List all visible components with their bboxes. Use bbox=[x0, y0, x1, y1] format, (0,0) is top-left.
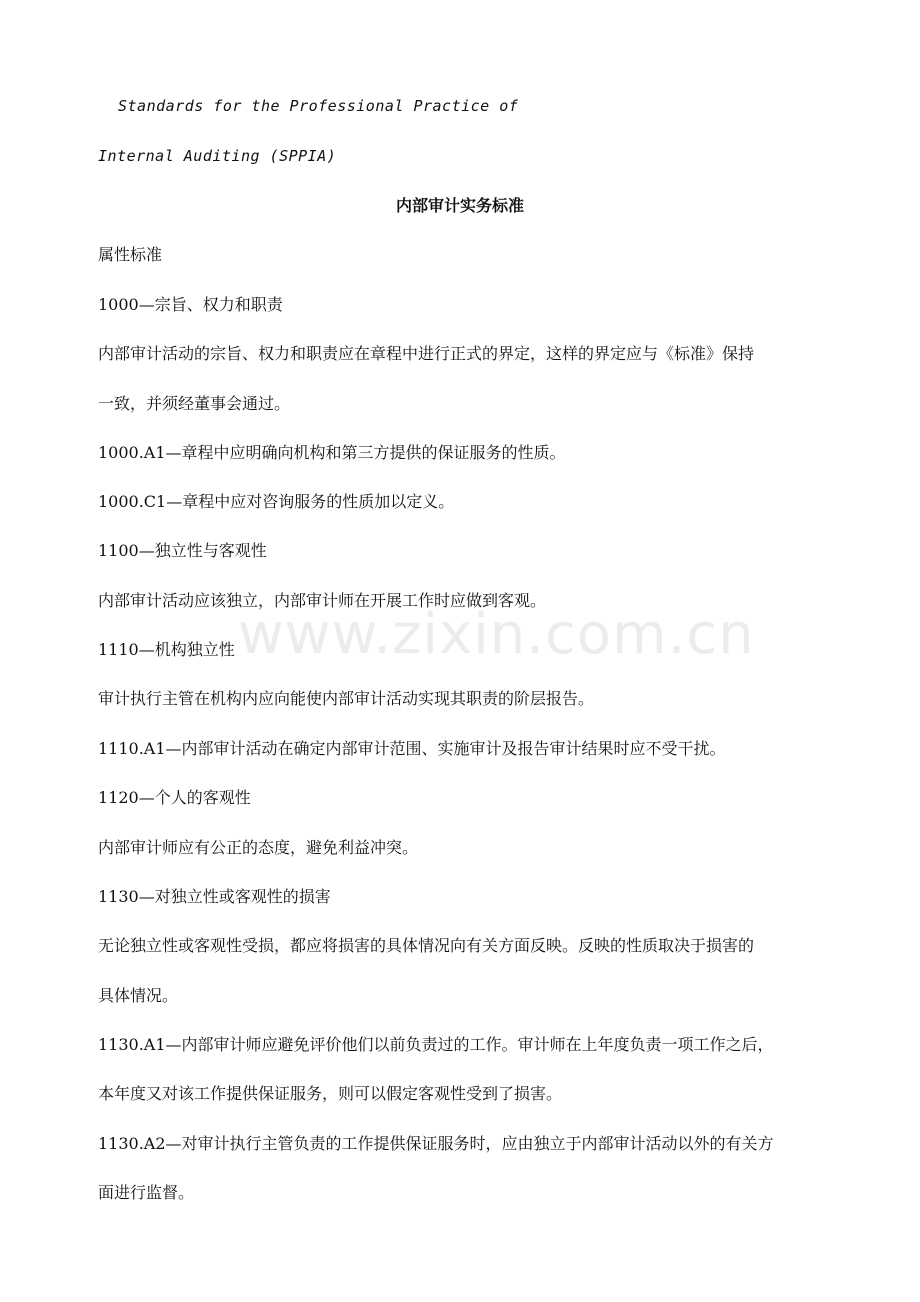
english-title-line-2: Internal Auditing (SPPIA) bbox=[98, 147, 337, 165]
paragraph-line: 具体情况。 bbox=[98, 986, 179, 1005]
paragraph-line: 无论独立性或客观性受损，都应将损害的具体情况向有关方面反映。反映的性质取决于损害的 bbox=[98, 936, 755, 955]
paragraph-line: 一致，并须经董事会通过。 bbox=[98, 394, 291, 413]
paragraph-line: 本年度又对该工作提供保证服务，则可以假定客观性受到了损害。 bbox=[98, 1084, 563, 1103]
document-title: 内部审计实务标准 bbox=[395, 196, 524, 215]
section-heading: 属性标准 bbox=[98, 245, 163, 264]
standard-heading: 1130—对独立性或客观性的损害 bbox=[98, 887, 331, 906]
english-title-line-1: Standards for the Professional Practice of bbox=[118, 97, 519, 115]
paragraph-line: 内部审计活动的宗旨、权力和职责应在章程中进行正式的界定，这样的界定应与《标准》保持 bbox=[98, 344, 755, 363]
standard-clause: 1110.A1—内部审计活动在确定内部审计范围、实施审计及报告审计结果时应不受干扰。 bbox=[98, 739, 726, 758]
standard-heading: 1100—独立性与客观性 bbox=[98, 541, 267, 560]
standard-heading: 1000—宗旨、权力和职责 bbox=[98, 295, 283, 314]
standard-clause: 1130.A1—内部审计师应避免评价他们以前负责过的工作。审计师在上年度负责一项工作之后， bbox=[98, 1035, 774, 1054]
watermark: www.zixin.com.cn bbox=[238, 602, 755, 667]
paragraph-line: 内部审计师应有公正的态度，避免利益冲突。 bbox=[98, 838, 419, 857]
standard-clause: 1000.C1—章程中应对咨询服务的性质加以定义。 bbox=[98, 492, 455, 511]
paragraph-line: 内部审计活动应该独立，内部审计师在开展工作时应做到客观。 bbox=[98, 591, 547, 610]
standard-clause: 1130.A2—对审计执行主管负责的工作提供保证服务时，应由独立于内部审计活动以外的有关方 bbox=[98, 1134, 774, 1153]
standard-heading: 1120—个人的客观性 bbox=[98, 788, 251, 807]
standard-clause: 1000.A1—章程中应明确向机构和第三方提供的保证服务的性质。 bbox=[98, 443, 566, 462]
paragraph-line: 面进行监督。 bbox=[98, 1183, 195, 1202]
standard-heading: 1110—机构独立性 bbox=[98, 640, 235, 659]
paragraph-line: 审计执行主管在机构内应向能使内部审计活动实现其职责的阶层报告。 bbox=[98, 689, 595, 708]
